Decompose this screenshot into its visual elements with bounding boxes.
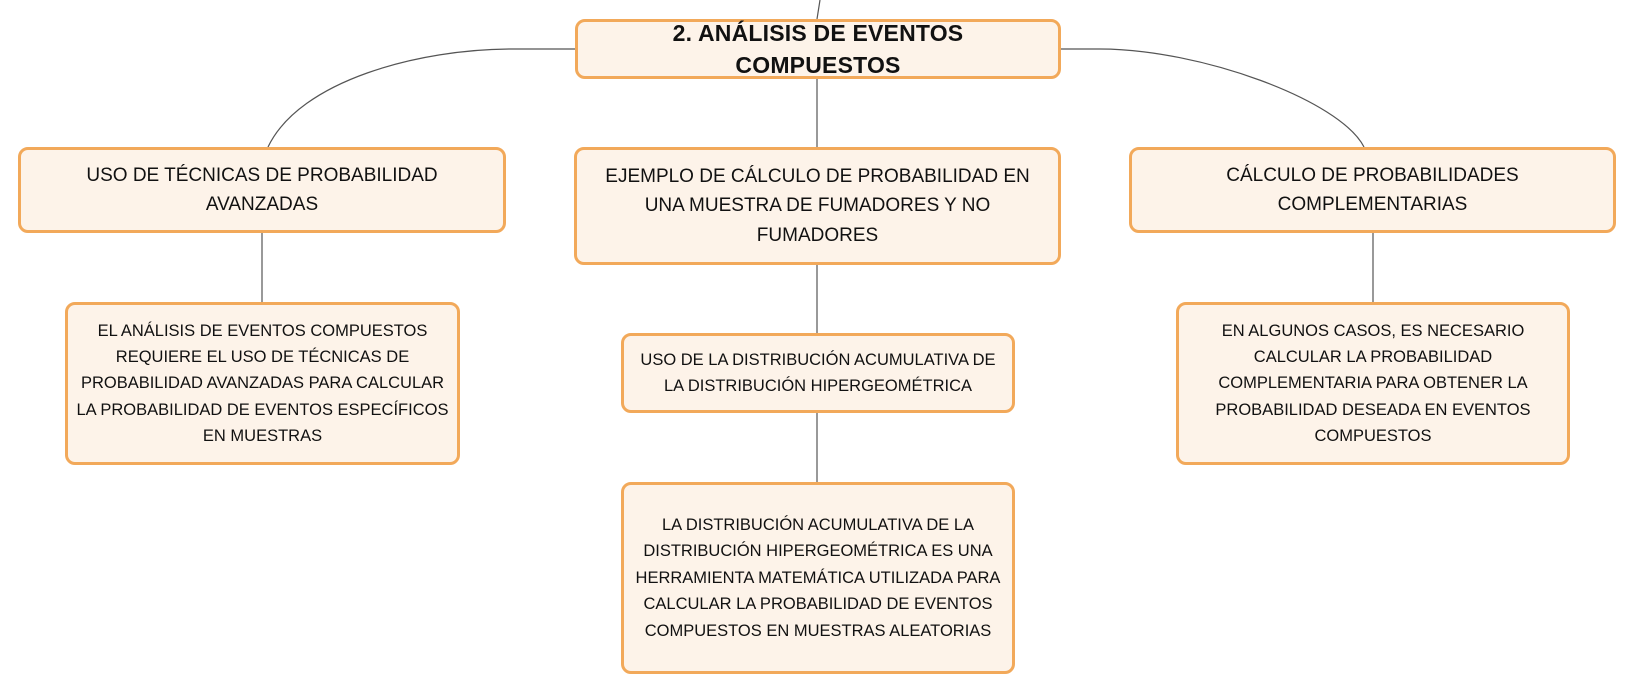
subdetail-node-hypergeometric-tool[interactable]: LA DISTRIBUCIÓN ACUMULATIVA DE LA DISTRIBUCIÓN HIPERGEOMÉTRICA ES UNA HERRAMIENTA MATEMÁTICA UTILIZADA PARA CALCULAR LA PROBABILIDAD DE EVENTOS COMPUESTOS EN MUESTRAS ALEATORIAS bbox=[621, 482, 1015, 674]
branch-node-complementary-probabilities[interactable]: CÁLCULO DE PROBABILIDADES COMPLEMENTARIAS bbox=[1129, 147, 1616, 233]
detail-node-complementary-probabilities[interactable]: EN ALGUNOS CASOS, ES NECESARIO CALCULAR LA PROBABILIDAD COMPLEMENTARIA PARA OBTENER LA PROBABILIDAD DESEADA EN EVENTOS COMPUESTOS bbox=[1176, 302, 1570, 465]
branch-node-advanced-techniques[interactable]: USO DE TÉCNICAS DE PROBABILIDAD AVANZADAS bbox=[18, 147, 506, 233]
connector-root-to-branch-left bbox=[268, 49, 575, 147]
root-node-title[interactable]: 2. ANÁLISIS DE EVENTOS COMPUESTOS bbox=[575, 19, 1061, 79]
detail-node-advanced-techniques[interactable]: EL ANÁLISIS DE EVENTOS COMPUESTOS REQUIERE EL USO DE TÉCNICAS DE PROBABILIDAD AVANZADAS PARA CALCULAR LA PROBABILIDAD DE EVENTOS ESPECÍFICOS EN MUESTRAS bbox=[65, 302, 460, 465]
detail-node-cumulative-distribution-usage[interactable]: USO DE LA DISTRIBUCIÓN ACUMULATIVA DE LA DISTRIBUCIÓN HIPERGEOMÉTRICA bbox=[621, 333, 1015, 413]
connector-root-to-branch-right bbox=[1060, 49, 1364, 147]
branch-node-smokers-example[interactable]: EJEMPLO DE CÁLCULO DE PROBABILIDAD EN UNA MUESTRA DE FUMADORES Y NO FUMADORES bbox=[574, 147, 1061, 265]
